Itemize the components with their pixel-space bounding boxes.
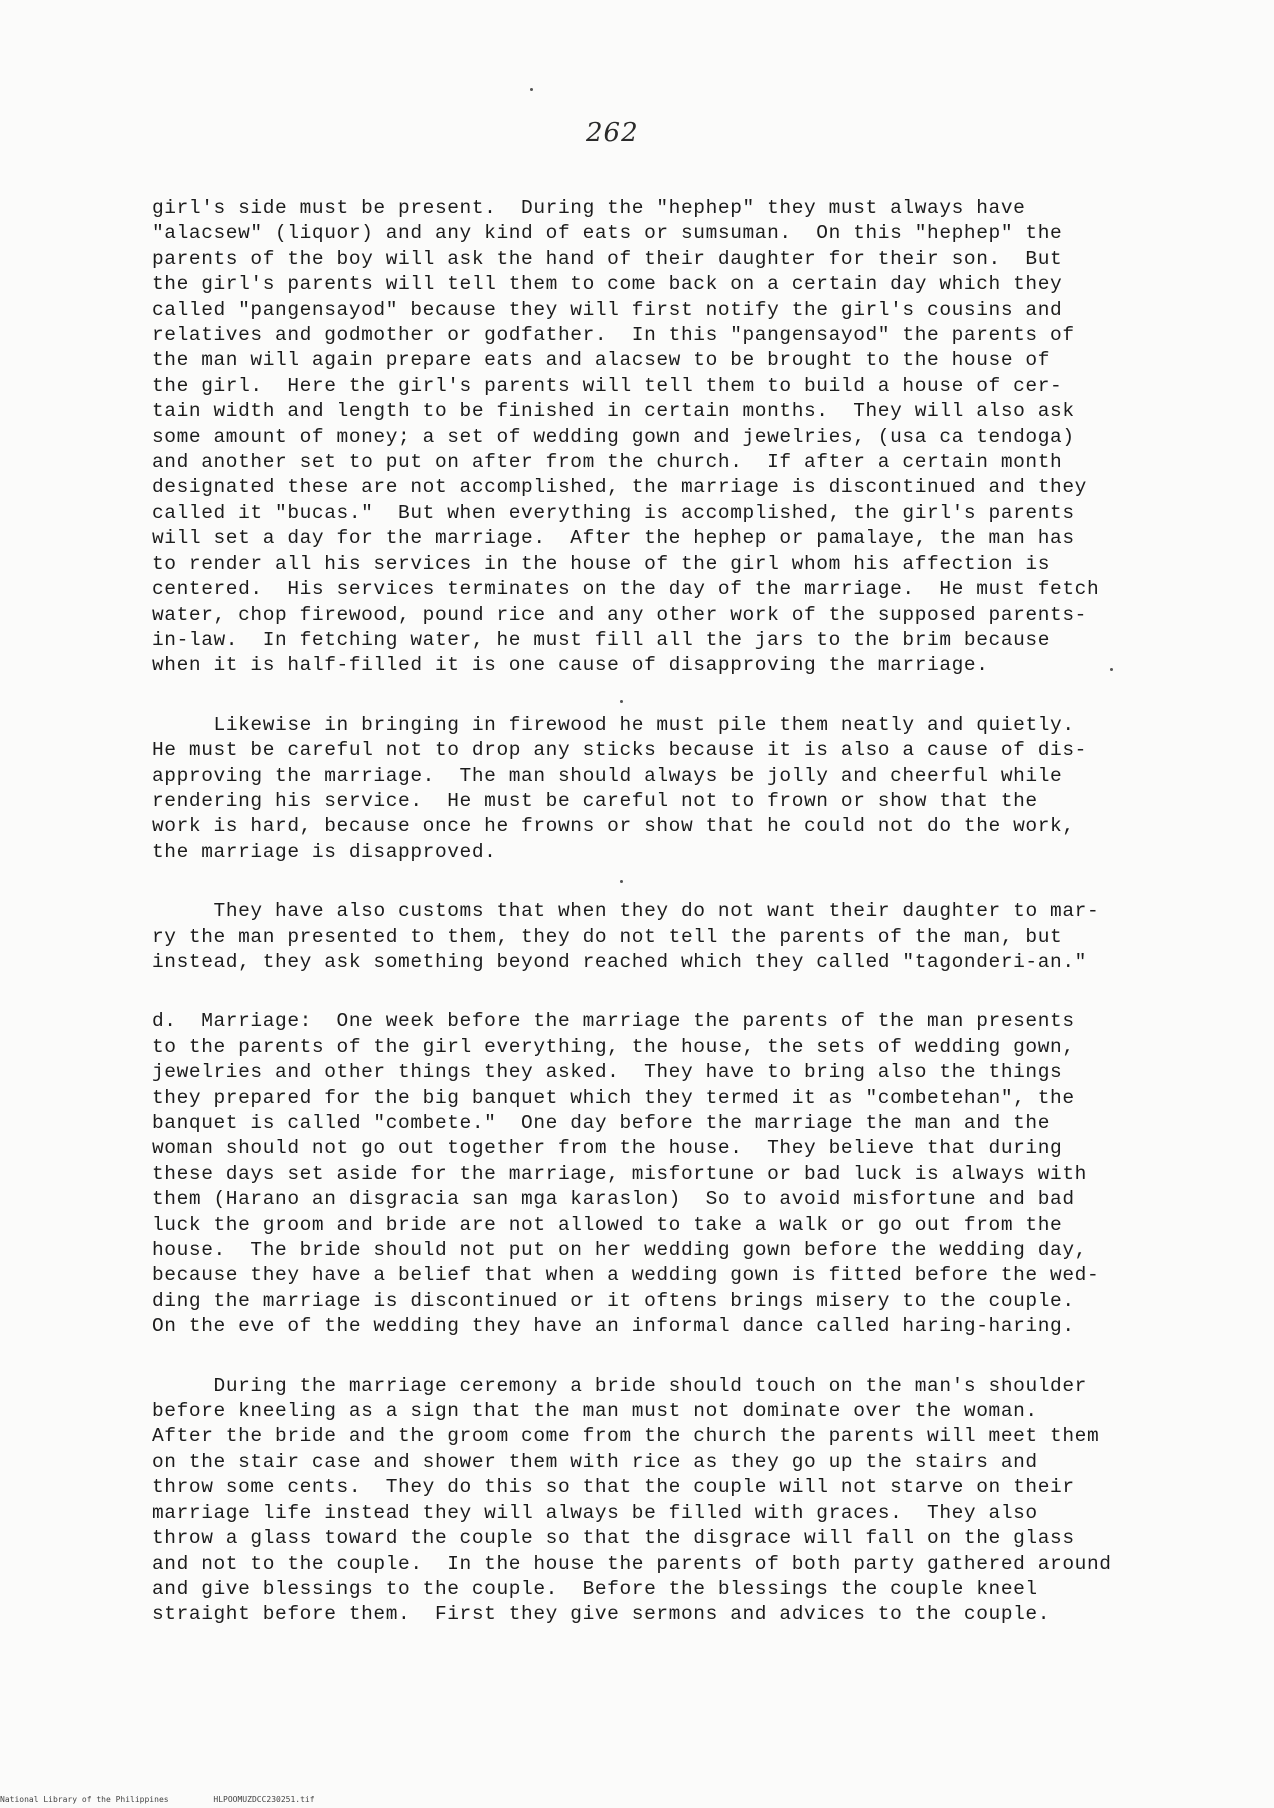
footer-institution: National Library of the Philippines	[0, 1795, 169, 1804]
paragraph-firewood: Likewise in bringing in firewood he must pile them neatly and quietly. He must be careful not to drop any sticks because it is also a cause of dis- approving the marriage. The man should always be jolly and cheerful while rendering his service. He must be careful not to frown or show that the work is hard, because once he frowns or show that he could not do the work, the marriage is disapproved.	[152, 713, 1087, 863]
scan-speck	[530, 88, 533, 91]
page-number: 262	[586, 118, 639, 148]
footer-filename: HLPOOMUZDCC230251.tif	[213, 1795, 315, 1804]
paragraph-ceremony: During the marriage ceremony a bride should touch on the man's shoulder before kneeling as a sign that the man must not dominate over the woman. After the bride and the groom come from the church the parents will meet them on the stair case and shower them with rice as they go up the stairs and throw some cents. They do this so that the couple will not starve on their marriage life instead they will always be filled with graces. They also throw a glass toward the couple so that the disgrace will fall on the glass and not to the couple. In the house the parents of both party gathered around and give blessings to the couple. Before the blessings the couple kneel straight before them. First they give sermons and advices to the couple.	[152, 1374, 1112, 1626]
paragraph-hephep: girl's side must be present. During the "hephep" they must always have "alacsew" (liquor) and any kind of eats or sumsuman. On this "hephep" the parents of the boy will ask the hand of their daughter for their son. But the girl's parents will tell them to come back on a certain day which they called "pangensayod" because they will first notify the girl's cousins and relatives and godmother or godfather. In this "pangensayod" the parents of the man will again prepare eats and alacsew to be brought to the house of the girl. Here the girl's parents will tell them to build a house of cer- tain width and length to be finished in certain months. They will also ask some amount of money; a set of wedding gown and jewelries, (usa ca tendoga) and another set to put on after from the church. If after a certain month designated these are not accomplished, the marriage is discontinued and they called it "bucas." But when everything is accomplished, the girl's parents will set a day for the marriage. After the hephep or pamalaye, the man has to render all his services in the house of the girl whom his affection is centered. His services terminates on the day of the marriage. He must fetch water, chop firewood, pound rice and any other work of the supposed parents- in-law. In fetching water, he must fill all the jars to the brim because when it is half-filled it is one cause of disapproving the marriage.	[152, 197, 1100, 677]
scan-footer	[0, 1795, 355, 1804]
paragraph-marriage: d. Marriage: One week before the marriage the parents of the man presents to the parents of the girl everything, the house, the sets of wedding gown, jewelries and other things they asked. They have to bring also the things they prepared for the big banquet which they termed it as "combetehan", the banquet is called "combete." One day before the marriage the man and the woman should not go out together from the house. They believe that during these days set aside for the marriage, misfortune or bad luck is always with them (Harano an disgracia san mga karaslon) So to avoid misfortune and bad luck the groom and bride are not allowed to take a walk or go out from the house. The bride should not put on her wedding gown before the wedding day, because they have a belief that when a wedding gown is fitted before the wed- ding the marriage is discontinued or it oftens brings misery to the couple. On the eve of the wedding they have an informal dance called haring-haring.	[152, 1010, 1100, 1338]
scan-speck	[620, 880, 623, 883]
paragraph-tagonderi-an: They have also customs that when they do not want their daughter to mar- ry the man presented to them, they do not tell the parents of the man, but instead, they ask something beyond reached which they called "tagonderi-an."	[152, 900, 1100, 973]
scan-speck	[1110, 668, 1113, 671]
document-body	[152, 196, 1182, 1628]
scan-speck	[620, 700, 623, 703]
